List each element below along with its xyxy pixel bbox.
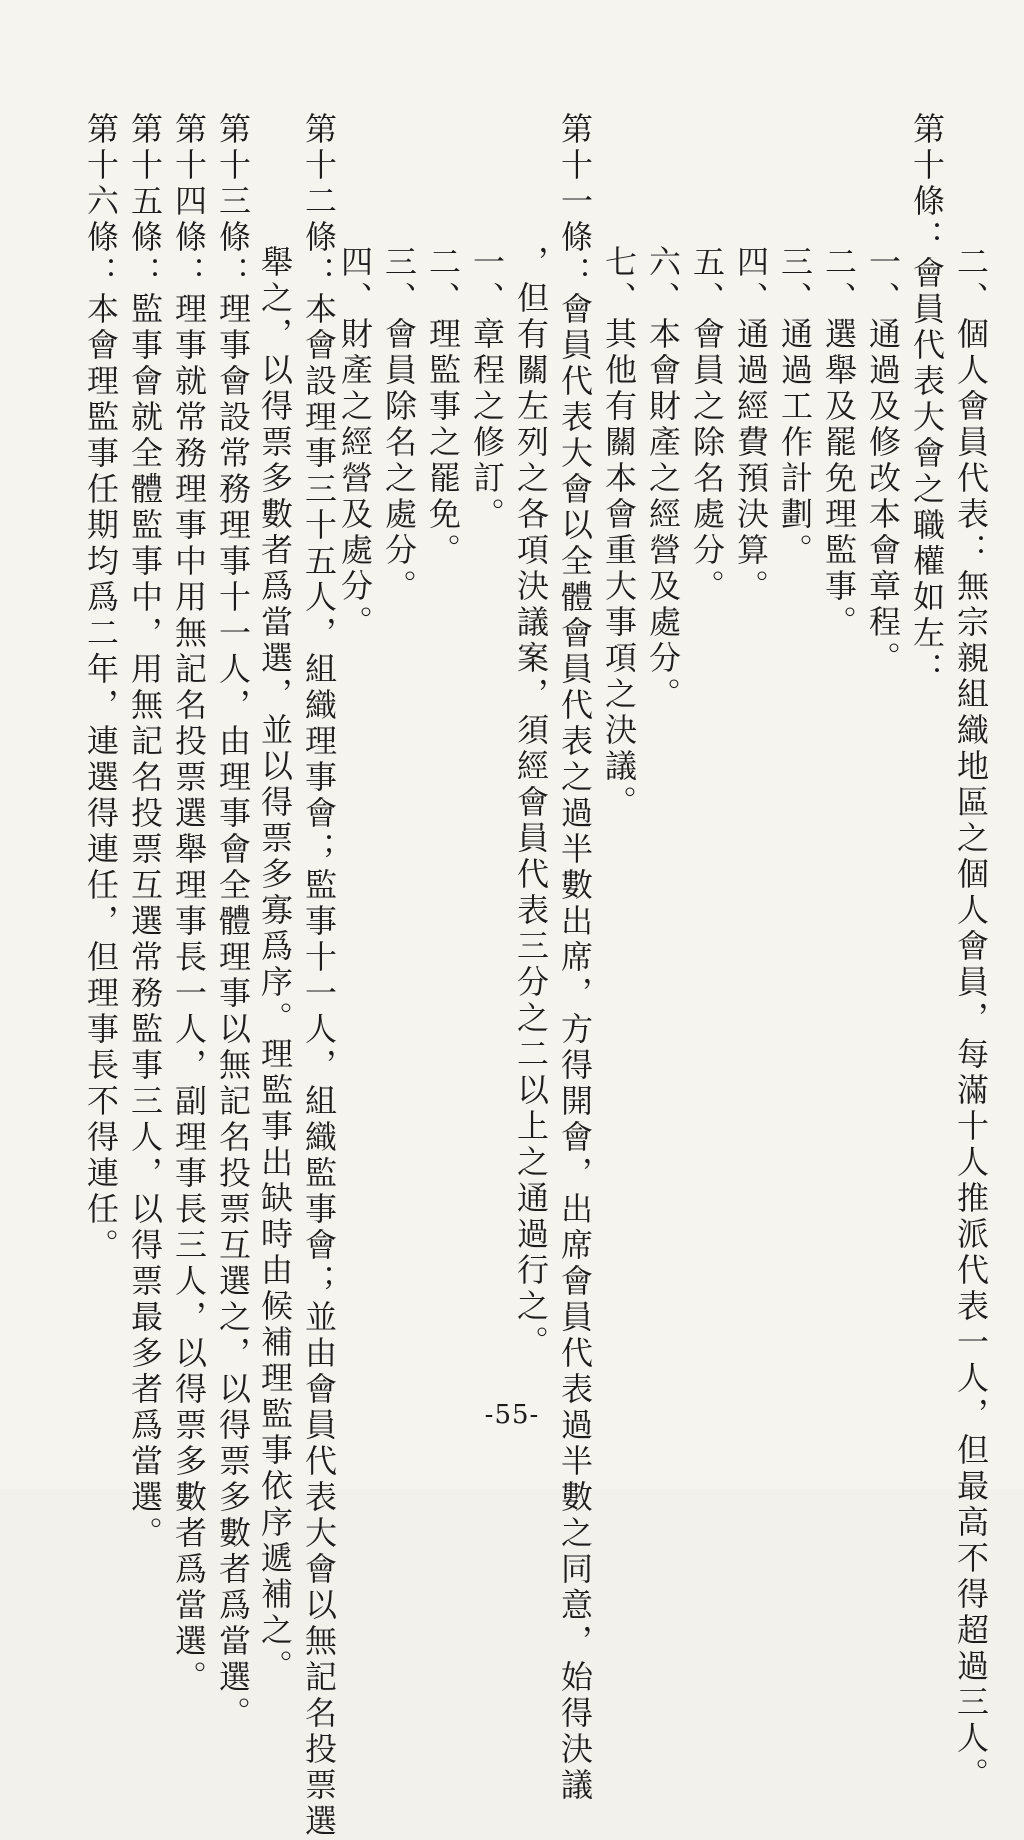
text-line: ，但有關左列之各項決議案，須經會員代表三分之二以上之通過行之。 — [512, 245, 550, 1361]
article-heading: 第十條：會員代表大會之職權如左： — [908, 112, 946, 688]
list-item: 一、通過及修改本會章程。 — [864, 245, 902, 677]
article-heading: 第十三條：理事會設常務理事十一人，由理事會全體理事以無記名投票互選之，以得票多數者爲當選。 — [214, 112, 252, 1732]
list-item: 二、選舉及罷免理監事。 — [820, 245, 858, 641]
text-line: 舉之，以得票多數者爲當選，並以得票多寡爲序。理監事出缺時由候補理監事依序遞補之。 — [256, 245, 294, 1685]
list-item: 四、財產之經營及處分。 — [336, 245, 374, 641]
list-item: 三、通過工作計劃。 — [776, 245, 814, 569]
article-heading: 第十六條：本會理監事任期均爲二年，連選得連任，但理事長不得連任。 — [82, 112, 120, 1264]
list-item: 五、會員之除名處分。 — [688, 245, 726, 605]
article-heading: 第十五條：監事會就全體監事中，用無記名投票互選常務監事三人，以得票最多者爲當選。 — [126, 112, 164, 1552]
list-item: 三、會員除名之處分。 — [380, 245, 418, 605]
page-number: -55- — [484, 1400, 540, 1430]
list-item: 七、其他有關本會重大事項之決議。 — [600, 245, 638, 821]
article-heading: 第十四條：理事就常務理事中用無記名投票選舉理事長一人，副理事長三人，以得票多數者爲當選。 — [170, 112, 208, 1696]
text-line: 二、個人會員代表：無宗親組織地區之個人會員，每滿十人推派代表一人，但最高不得超過三人。 — [952, 245, 990, 1793]
article-heading: 第十一條：會員代表大會以全體會員代表之過半數出席，方得開會，出席會員代表過半數之同意，始得決議 — [556, 112, 594, 1804]
list-item: 一、章程之修訂。 — [468, 245, 506, 533]
list-item: 二、理監事之罷免。 — [424, 245, 462, 569]
article-heading: 第十二條：本會設理事三十五人，組織理事會；監事十一人，組織監事會；並由會員代表大會以無記名投票選 — [300, 112, 338, 1840]
list-item: 四、通過經費預決算。 — [732, 245, 770, 605]
list-item: 六、本會財產之經營及處分。 — [644, 245, 682, 713]
